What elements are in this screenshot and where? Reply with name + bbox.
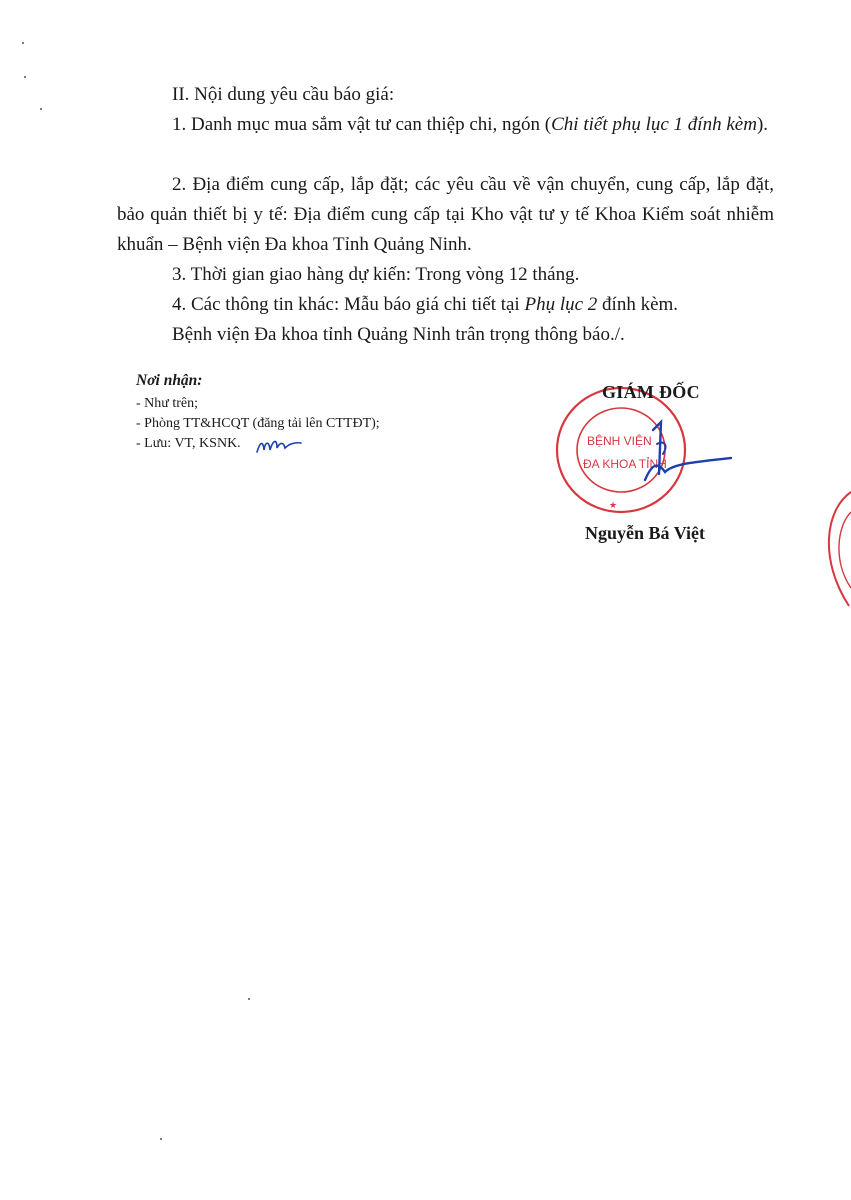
scan-speck xyxy=(160,1138,162,1140)
item-4: 4. Các thông tin khác: Mẫu báo giá chi tiết tại Phụ lục 2 đính kèm. xyxy=(172,294,679,315)
recipients-title: Nơi nhận: xyxy=(136,372,203,389)
scan-speck xyxy=(248,998,250,1000)
scan-speck xyxy=(22,42,24,44)
item-1: 1. Danh mục mua sắm vật tư can thiệp chi, ngón (Chi tiết phụ lục 1 đính kèm). xyxy=(172,114,769,135)
item-3: 3. Thời gian giao hàng dự kiến: Trong vòng 12 tháng. xyxy=(172,264,580,285)
recipient-item: - Lưu: VT, KSNK. xyxy=(136,436,241,451)
partial-stamp-edge xyxy=(815,490,851,610)
item-1-reference: Chi tiết phụ lục 1 đính kèm xyxy=(551,114,757,135)
signature-title: GIÁM ĐỐC xyxy=(602,382,700,402)
recipient-item: - Phòng TT&HCQT (đăng tải lên CTTĐT); xyxy=(136,416,380,431)
stamp-line-1: BỆNH VIỆN xyxy=(587,434,652,448)
stamp-star-icon: ★ xyxy=(609,500,618,510)
item-4-reference: Phụ lục 2 xyxy=(524,294,598,315)
recipient-item: - Như trên; xyxy=(136,396,199,411)
signatory-name: Nguyễn Bá Việt xyxy=(585,523,706,543)
closing-statement: Bệnh viện Đa khoa tỉnh Quảng Ninh trân trọng thông báo./. xyxy=(172,324,625,345)
item-2: 2. Địa điểm cung cấp, lắp đặt; các yêu cầu về vận chuyển, cung cấp, lắp đặt, bảo quản thiết bị y tế: Địa điểm cung cấp tại Kho vật tư y tế Khoa Kiểm soát nhiễm khuẩn – Bệnh viện Đa khoa Tỉnh Quảng Ninh. xyxy=(117,174,774,255)
scan-speck xyxy=(40,108,42,110)
scan-speck xyxy=(24,76,26,78)
section-heading: II. Nội dung yêu cầu báo giá: xyxy=(172,84,395,105)
handwritten-initials xyxy=(255,434,303,456)
stamp-line-2: ĐA KHOA TỈNH xyxy=(583,457,667,471)
